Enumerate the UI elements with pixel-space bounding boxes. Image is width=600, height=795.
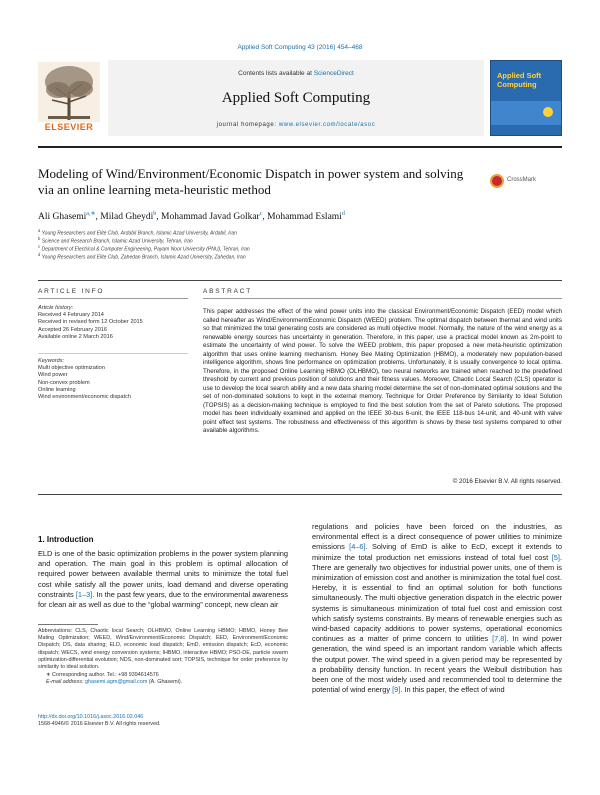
- intro-left-column: ELD is one of the basic optimization problems in the power system planning and operation. The main goal in this problem is optimal allocation of required power between available thermal units to minimize the total fuel cost while satisfy all the power units, load demand and diverse operating constraints [1–3]. In the past few years, due to the environmental awareness for clean air as well as due to the “global warming” concept, new clean air: [38, 549, 288, 610]
- journal-ref: Applied Soft Computing 43 (2016) 454–468: [237, 44, 363, 51]
- author-name[interactable]: Mohammad Javad Golkar: [161, 212, 260, 223]
- masthead: [38, 60, 562, 140]
- doi-block: [38, 714, 288, 729]
- keywords: [38, 358, 188, 401]
- keywords-label: Keywords:: [38, 358, 65, 364]
- keywords-rule: [38, 353, 188, 354]
- affiliation: $^a$ Young Researchers and Elite Club, Ardabil Branch, Islamic Azad University, Ardabil, Iran: [38, 228, 237, 237]
- article-info-rule: [38, 298, 188, 299]
- author-name[interactable]: Mohammad Eslami: [267, 212, 342, 223]
- author-sup: b: [153, 211, 157, 217]
- header-rule: [38, 146, 562, 148]
- citation-link[interactable]: [1–3]: [75, 589, 93, 599]
- author-sup: c: [259, 211, 263, 217]
- author-sup: d: [341, 211, 345, 217]
- masthead-banner: [108, 60, 484, 136]
- abstract-heading: ABSTRACT: [203, 288, 253, 295]
- journal-homepage: [108, 122, 484, 128]
- crossmark-badge[interactable]: [490, 172, 562, 192]
- issn-line: 1568-4946/© 2016 Elsevier B.V. All rights reserved.: [38, 721, 161, 728]
- footnotes: [38, 628, 288, 687]
- author-name[interactable]: Milad Gheydi: [100, 212, 154, 223]
- keyword-item: Wind environment/economic dispatch: [38, 394, 131, 401]
- abstract-end-rule: [38, 494, 562, 495]
- email-note: E-mail address: ghasemi.agm@gmail.com (A. Ghasemi).: [46, 679, 183, 686]
- article-history: [38, 305, 188, 341]
- history-item: Received in revised form 12 October 2015: [38, 319, 143, 326]
- cover-title: Applied Soft Computing: [497, 71, 542, 89]
- crossmark-label: CrossMark: [507, 177, 537, 183]
- affiliation: $^b$ Science and Research Branch, Islamic Azad University, Tehran, Iran: [38, 236, 193, 245]
- abbreviations-note: Abbreviations: CLS, Chaotic local Search; OLHBMO, Online Learning HBMO; HBMO, Honey Bee Mating Optimization; WEED, Wind/Environment/Economic Dispatch; EED, Environment/Economic Dispatch; DS, data sharing; ELD, economic load dispatch; EmD, emission dispatch; EcD, economic dispatch; WECS, wind energy conversion systems; IHBMO, interactive HBMO; PSO-DE, particle swarm optimization-differential evolution; NDS, non-dominated sort; TOPSIS, technique for order preference by similarity to ideal solution.: [38, 628, 288, 671]
- affiliation: $^c$ Department of Electrical & Computer Engineering, Payam Noor University (PNU), Tehran, Iran: [38, 244, 250, 253]
- intro-right-column: regulations and policies have been forced on the industries, as environmental effect is a direct consequence of power utilities to minimize emissions [4–6]. Solving of EmD is alike to EcD, except it extends to minimize the total production net emissions instead of total fuel cost [5]. There are generally two objectives for industrial power units, one of them is minimization of emission cost and another is minimization the total fuel cost. Hereby, it is essential to find an optimal solution for both functions simultaneously. The multi objective generation dispatch in the electric power systems is simultaneous minimization of total fuel cost and emission cost which satisfy systems constraints. By means of renewable energies such as wind-based capacity additions to power systems, operational economics continues as a matter of prime concern to utilities [7,8]. In wind power generation, the wind speed is an important random variable which affects the output power. The wind speed in a given period may be represented by a probability density function. In recent years the Weibull distribution has been one of the most widely used and recommended tool to determine the potential of wind energy [9]. In this paper, the effect of wind: [312, 522, 562, 695]
- footnote-rule: [38, 624, 98, 625]
- citation-link[interactable]: [4–6]: [349, 542, 366, 552]
- keyword-item: Non-convex problem: [38, 379, 90, 386]
- affiliation: $^d$ Young Researchers and Elite Club, Zahedan Branch, Islamic Azad University, Zahedan, Iran: [38, 252, 246, 261]
- contents-line: [108, 70, 484, 77]
- author-list: Ali Ghasemi$^{a,∗}$, Milad Gheydi$^b$, Mohammad Javad Golkar$^c$, Mohammad Eslami$^d$: [38, 211, 345, 223]
- publisher-name: ELSEVIER: [44, 122, 94, 132]
- cover-dot-icon: [543, 107, 553, 117]
- citation-link[interactable]: [9]: [392, 685, 401, 695]
- doi-link[interactable]: http://dx.doi.org/10.1016/j.asoc.2016.02.046: [38, 714, 144, 720]
- keyword-item: Wind power: [38, 372, 68, 379]
- keyword-item: Online learning: [38, 386, 76, 393]
- abstract-copyright: © 2016 Elsevier B.V. All rights reserved.: [452, 478, 562, 485]
- corresponding-author-note: ∗ Corresponding author. Tel.: +98 9394614576: [46, 672, 159, 679]
- affiliation-rule: [38, 280, 562, 281]
- abstract-text: This paper addresses the effect of the wind power units into the classical Environment/Economic Dispatch (EED) model which called hereafter as Wind/Environment/Economic Dispatch (WEED) problem. The optimal dispatch between thermal and wind units so that minimized the total generating costs are considered as multi objective model. Normally, the nature of the wind energy as a renewable energy sources has uncertainty in generation. Therefore, in this paper, use a practical model known as 2m-point to estimate the uncertainty of wind power. To solve the WEED problem, this paper proposed a new meta-heuristic optimization algorithm that uses online learning mechanism. Honey Bee Mating Optimization (HBMO), a moderately new population-based intelligence algorithm, shows fine performance on optimization problems. Unfortunately, it is usually convergence to local optima. Therefore, in the proposed Online Learning HBMO (OLHBMO), two neural networks are trained when reached to the predefined threshold by current and previous position of solutions and their fitness values. Moreover, Chaotic Local Search (CLS) operator is use to develop the local search ability and a new data sharing model determine the set of non-dominated optimal solutions and the set of non-dominated solutions to kept in the external memory. Technique for Order Preference by Similarity to Ideal Solution (TOPSIS) as a decision-making technique is employed to find the best solution from the set of Pareto solutions. The proposed model has been individually examined and applied on the IEEE 30-bus 6-unit, the IEEE 118-bus 14-unit, and 40-unit with valve point effect test systems. The robustness and effectiveness of this algorithm is shows by these test systems compared to other available algorithms.: [203, 308, 562, 434]
- history-item: Accepted 26 February 2016: [38, 326, 108, 333]
- crossmark-icon: [490, 174, 504, 188]
- sciencedirect-link[interactable]: ScienceDirect: [313, 70, 354, 77]
- history-label: Article history:: [38, 305, 74, 311]
- author-sup: a,∗: [86, 211, 96, 217]
- email-link[interactable]: ghasemi.agm@gmail.com: [84, 679, 148, 686]
- author-name[interactable]: Ali Ghasemi: [38, 212, 87, 223]
- article-info-heading: ARTICLE INFO: [38, 288, 105, 295]
- paper-title: Modeling of Wind/Environment/Economic Dispatch in power system and solving via an online learning meta-heuristic method: [38, 166, 464, 197]
- journal-cover: [490, 60, 562, 136]
- citation-link[interactable]: [7,8]: [492, 634, 507, 644]
- journal-title: Applied Soft Computing: [221, 90, 371, 106]
- history-item: Received 4 February 2014: [38, 312, 104, 319]
- keyword-item: Multi objective optimization: [38, 365, 105, 372]
- history-item: Available online 2 March 2016: [38, 333, 113, 340]
- abstract-rule: [203, 298, 562, 299]
- contents-prefix: Contents lists available at: [238, 70, 312, 77]
- citation-link[interactable]: [5]: [551, 552, 560, 562]
- homepage-prefix: journal homepage:: [216, 122, 277, 128]
- intro-heading: 1. Introduction: [38, 535, 94, 544]
- homepage-link[interactable]: www.elsevier.com/locate/asoc: [278, 122, 376, 128]
